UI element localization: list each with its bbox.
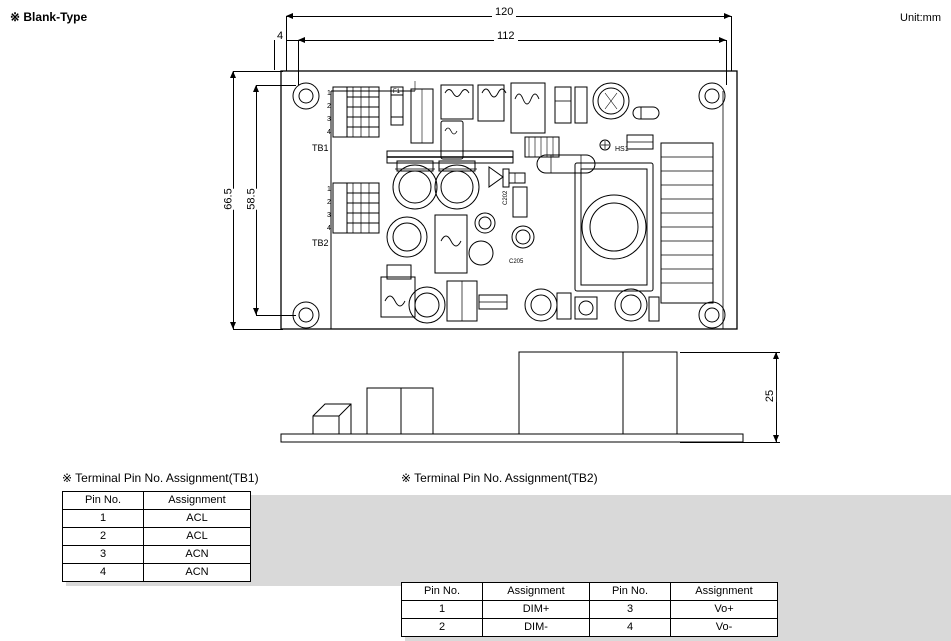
tb2-r0-assign-2: Vo+ [671, 601, 778, 619]
unit-label: Unit:mm [900, 12, 941, 24]
tb1-r0-assign: ACL [144, 510, 251, 528]
tb1-r3-pin: 4 [63, 564, 144, 582]
ext-line-25-top [680, 352, 780, 353]
tb2-r0-pin-1: 1 [402, 601, 483, 619]
tb1-col-pin-no: Pin No. [63, 492, 144, 510]
dim-arrow-120-right [724, 13, 731, 19]
table-row [63, 510, 251, 528]
tb1-r3-assign: ACN [144, 564, 251, 582]
tb2-col-assignment-2: Assignment [671, 583, 778, 601]
tb1-table-wrap [62, 491, 951, 582]
dim-arrow-25-bottom [773, 435, 779, 442]
svg-text:C202: C202 [503, 190, 509, 205]
tb1-col-assignment: Assignment [144, 492, 251, 510]
tb2-table-title: ※ Terminal Pin No. Assignment(TB2) [401, 471, 598, 485]
tb2-pin-table [401, 582, 778, 637]
dim-line-25 [776, 352, 777, 442]
tb2-r1-assign-2: Vo- [671, 619, 778, 637]
dim-arrow-25-top [773, 352, 779, 359]
pcb-side-view [275, 340, 755, 450]
dim-arrow-112-left [298, 37, 305, 43]
ext-line-120-right [731, 16, 732, 71]
label-tb1: TB1 [312, 143, 329, 153]
tb2-r1-assign-1: DIM- [483, 619, 590, 637]
tb1-r0-pin: 1 [63, 510, 144, 528]
svg-text:1: 1 [327, 186, 331, 193]
label-tb2: TB2 [312, 238, 329, 248]
svg-text:1: 1 [327, 90, 331, 97]
table-row [402, 601, 778, 619]
dim-arrow-112-right [719, 37, 726, 43]
dim-label-25: 25 [764, 389, 777, 403]
tb1-r1-assign: ACL [144, 528, 251, 546]
svg-text:F1: F1 [393, 89, 401, 95]
tb2-r1-pin-1: 2 [402, 619, 483, 637]
dim-arrow-66-5-top [230, 71, 236, 78]
tb2-r1-pin-2: 4 [590, 619, 671, 637]
tb2-col-assignment-1: Assignment [483, 583, 590, 601]
dim-label-120: 120 [492, 6, 516, 18]
svg-text:HS1: HS1 [615, 146, 629, 153]
blank-type-title: ※ Blank-Type [10, 10, 88, 24]
table-header-row [402, 583, 778, 601]
svg-text:C205: C205 [509, 259, 524, 265]
svg-text:3: 3 [327, 212, 331, 219]
dim-label-4: 4 [274, 30, 286, 42]
svg-text:2: 2 [327, 103, 331, 110]
table-row [402, 619, 778, 637]
dim-arrow-58-5-bottom [253, 308, 259, 315]
tb1-table-title: ※ Terminal Pin No. Assignment(TB1) [62, 471, 259, 485]
tb1-r2-assign: ACN [144, 546, 251, 564]
tb1-r2-pin: 3 [63, 546, 144, 564]
dim-arrow-58-5-top [253, 85, 259, 92]
pcb-top-view [275, 65, 745, 340]
tb1-pin-table [62, 491, 251, 582]
table-row [63, 564, 251, 582]
tb1-r1-pin: 2 [63, 528, 144, 546]
svg-text:2: 2 [327, 199, 331, 206]
table-row [63, 546, 251, 564]
dim-arrow-66-5-bottom [230, 322, 236, 329]
dim-arrow-120-left [286, 13, 293, 19]
table-header-row [63, 492, 251, 510]
svg-text:4: 4 [327, 129, 331, 136]
ext-line-120-left [286, 16, 287, 71]
ext-line-25-bottom [680, 442, 780, 443]
table-row [63, 528, 251, 546]
tb2-col-pin-no-1: Pin No. [402, 583, 483, 601]
dim-label-58-5: 58.5 [245, 188, 258, 210]
tb2-r0-pin-2: 3 [590, 601, 671, 619]
tb2-table-wrap [401, 582, 951, 637]
dim-label-66-5: 66.5 [222, 188, 235, 210]
svg-text:3: 3 [327, 116, 331, 123]
tb2-r0-assign-1: DIM+ [483, 601, 590, 619]
tb2-col-pin-no-2: Pin No. [590, 583, 671, 601]
svg-text:4: 4 [327, 225, 331, 232]
dim-label-112: 112 [494, 30, 518, 42]
